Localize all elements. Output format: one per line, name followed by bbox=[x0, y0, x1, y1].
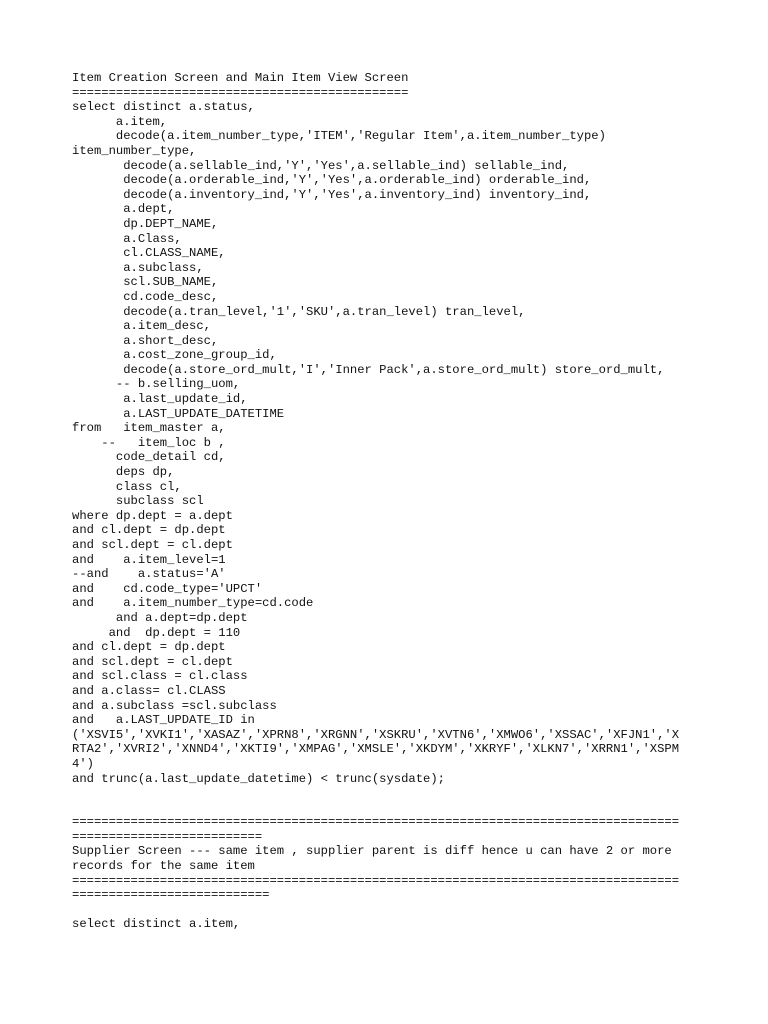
document-line: a.item_desc, bbox=[72, 319, 211, 334]
document-line: and cd.code_type='UPCT' bbox=[72, 581, 263, 596]
document-line: select distinct a.item, bbox=[72, 917, 241, 932]
document-line: a.last_update_id, bbox=[72, 392, 248, 407]
document-line: ============================================== bbox=[72, 85, 409, 100]
document-line: select distinct a.status, bbox=[72, 100, 255, 115]
document-line: class cl, bbox=[72, 479, 182, 494]
document-line: decode(a.tran_level,'1','SKU',a.tran_level) tran_level, bbox=[72, 304, 526, 319]
document-line: and scl.class = cl.class bbox=[72, 669, 248, 684]
document-line: dp.DEPT_NAME, bbox=[72, 216, 219, 231]
document-line: =================================================================================== bbox=[72, 815, 680, 830]
document-line: decode(a.sellable_ind,'Y','Yes',a.sellable_ind) sellable_ind, bbox=[72, 158, 570, 173]
document-line: and a.item_number_type=cd.code bbox=[72, 596, 314, 611]
document-line: 4') bbox=[72, 756, 94, 771]
document-line: and a.subclass =scl.subclass bbox=[72, 698, 277, 713]
document-line: where dp.dept = a.dept bbox=[72, 508, 233, 523]
document-line: item_number_type, bbox=[72, 143, 197, 158]
document-line: and a.item_level=1 bbox=[72, 552, 226, 567]
document-line: a.subclass, bbox=[72, 260, 204, 275]
document-line: -- b.selling_uom, bbox=[72, 377, 241, 392]
document-line: a.dept, bbox=[72, 202, 175, 217]
document-line: from item_master a, bbox=[72, 421, 226, 436]
document-line: code_detail cd, bbox=[72, 450, 226, 465]
document-line: and scl.dept = cl.dept bbox=[72, 538, 233, 552]
document-line: and cl.dept = dp.dept bbox=[72, 523, 226, 538]
sql-document-text bbox=[72, 71, 712, 932]
document-line: a.cost_zone_group_id, bbox=[72, 348, 277, 363]
document-line: and cl.dept = dp.dept bbox=[72, 640, 226, 655]
document-line bbox=[72, 801, 712, 816]
document-line: decode(a.orderable_ind,'Y','Yes',a.orderable_ind) orderable_ind, bbox=[72, 173, 592, 188]
document-line: Supplier Screen --- same item , supplier parent is diff hence u can have 2 or more bbox=[72, 844, 672, 859]
document-line: a.LAST_UPDATE_DATETIME bbox=[72, 406, 285, 421]
document-line bbox=[72, 903, 712, 918]
document-line: and a.class= cl.CLASS bbox=[72, 683, 226, 698]
document-line: cl.CLASS_NAME, bbox=[72, 246, 226, 261]
document-line: RTA2','XVRI2','XNND4','XKTI9','XMPAG','XMSLE','XKDYM','XKRYF','XLKN7','XRRN1','XSPM bbox=[72, 742, 680, 757]
document-line: --and a.status='A' bbox=[72, 567, 226, 582]
document-line: -- item_loc b , bbox=[72, 435, 226, 450]
document-line: and a.LAST_UPDATE_ID in bbox=[72, 713, 255, 728]
document-line: a.short_desc, bbox=[72, 333, 219, 348]
document-line bbox=[72, 786, 712, 801]
document-line: deps dp, bbox=[72, 465, 175, 480]
document-line: records for the same item bbox=[72, 859, 255, 874]
document-line: decode(a.inventory_ind,'Y','Yes',a.inventory_ind) inventory_ind, bbox=[72, 187, 592, 202]
document-line: decode(a.store_ord_mult,'I','Inner Pack',a.store_ord_mult) store_ord_mult, bbox=[72, 362, 665, 377]
document-line: Item Creation Screen and Main Item View Screen bbox=[72, 71, 409, 85]
document-line: cd.code_desc, bbox=[72, 289, 219, 304]
document-line: =========================== bbox=[72, 888, 270, 903]
document-line: and scl.dept = cl.dept bbox=[72, 654, 233, 669]
document-line: =================================================================================== bbox=[72, 873, 680, 888]
document-line: ('XSVI5','XVKI1','XASAZ','XPRN8','XRGNN','XSKRU','XVTN6','XMWO6','XSSAC','XFJN1','X bbox=[72, 727, 680, 742]
document-line: subclass scl bbox=[72, 494, 204, 509]
document-line: a.Class, bbox=[72, 231, 182, 246]
document-line: ========================== bbox=[72, 829, 263, 844]
document-line: and trunc(a.last_update_datetime) < trunc(sysdate); bbox=[72, 771, 445, 786]
document-line: and a.dept=dp.dept bbox=[72, 610, 248, 625]
document-line: decode(a.item_number_type,'ITEM','Regular Item',a.item_number_type) bbox=[72, 129, 606, 144]
document-line: a.item, bbox=[72, 114, 168, 129]
document-line: and dp.dept = 110 bbox=[72, 625, 241, 640]
document-line: scl.SUB_NAME, bbox=[72, 275, 219, 290]
